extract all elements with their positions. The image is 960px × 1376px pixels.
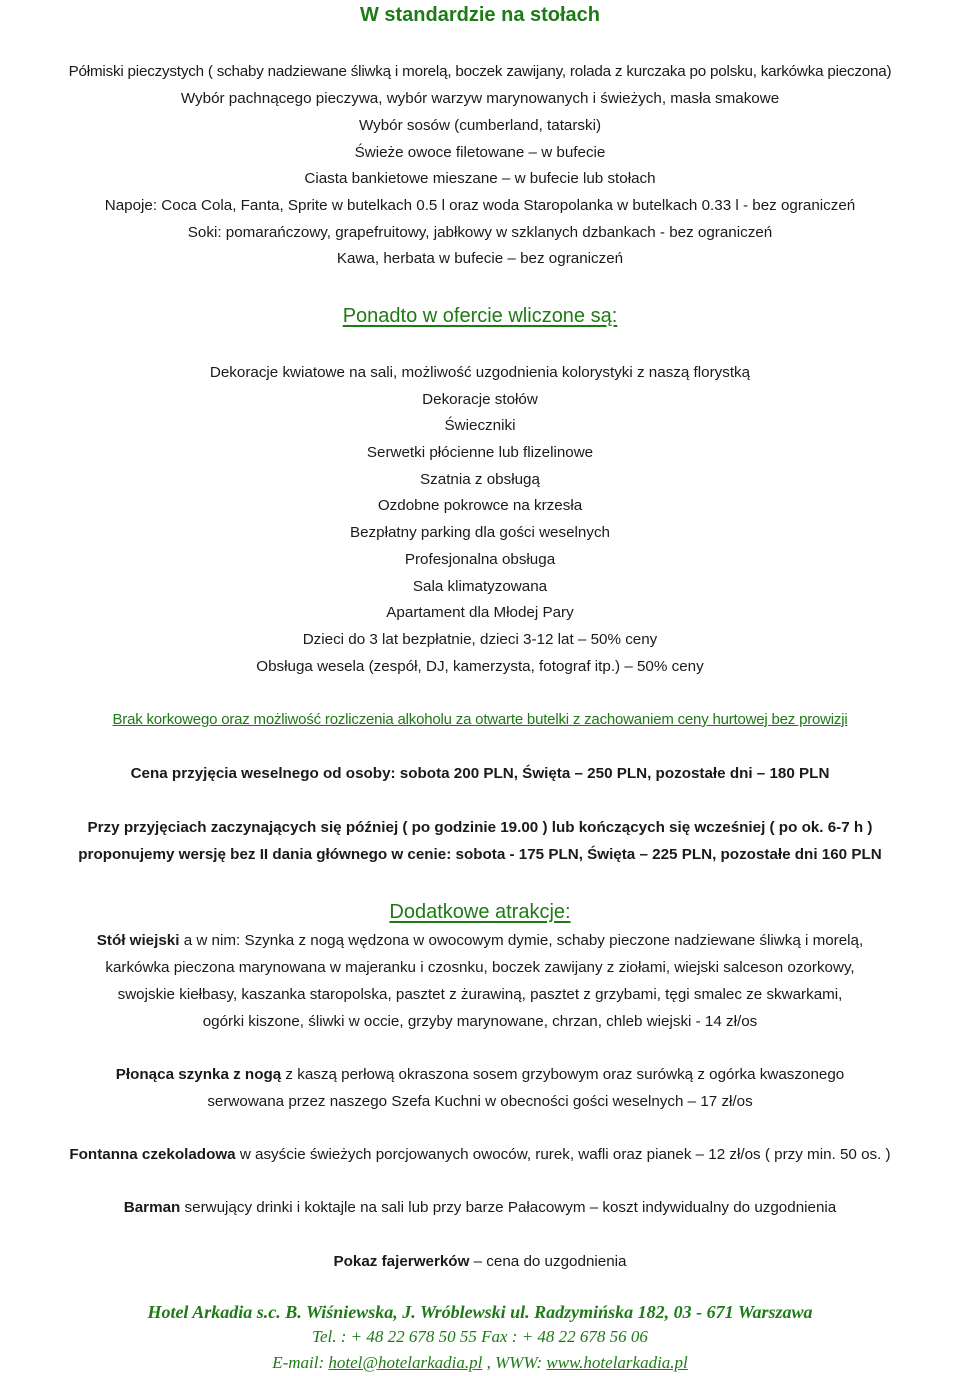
included-item-3: Serwetki płócienne lub flizelinowe — [366, 444, 594, 461]
standard-item-2: Wybór sosów (cumberland, tatarski) — [358, 117, 602, 134]
footer-www-label: , WWW: — [482, 1353, 547, 1372]
footer-www-link[interactable]: www.hotelarkadia.pl — [546, 1353, 688, 1372]
standard-item-5: Napoje: Coca Cola, Fanta, Sprite w butelkach 0.5 l oraz woda Staropolanka w butelkach 0.33 l - bez ograniczeń — [104, 197, 856, 214]
extra-szynka-desc-1: z kaszą perłową okraszona sosem grzybowym oraz surówką z ogórka kwaszonego — [281, 1066, 845, 1083]
included-item-1: Dekoracje stołów — [422, 391, 538, 408]
footer-phone — [0, 1326, 960, 1349]
extras-heading: Dodatkowe atrakcje: — [389, 901, 571, 923]
extra-szynka-name: Płonąca szynka z nogą — [115, 1066, 282, 1083]
standard-item-6: Soki: pomarańczowy, grapefruitowy, jabłkowy w szklanych dzbankach - bez ograniczeń — [187, 224, 773, 241]
included-heading: Ponadto w ofercie wliczone są: — [342, 305, 618, 327]
extra-fontanna-desc: w asyście świeżych porcjowanych owoców, rurek, wafli oraz pianek – 12 zł/os ( przy min. 50 os. ) — [235, 1146, 891, 1163]
footer-phone-text: Tel. : + 48 22 678 50 55 Fax : + 48 22 678 56 06 — [312, 1327, 648, 1346]
footer-email-link[interactable]: hotel@hotelarkadia.pl — [328, 1353, 483, 1372]
standard-item-1: Wybór pachnącego pieczywa, wybór warzyw marynowanych i świeżych, masła smakowe — [180, 90, 780, 107]
included-item-6: Bezpłatny parking dla gości weselnych — [349, 524, 611, 541]
extra-stol-line-2: karkówka pieczona marynowana w majeranku i czosnku, boczek zawijany z ziołami, wiejski salceson ozorkowy, — [105, 959, 855, 976]
footer-address-text: Hotel Arkadia s.c. B. Wiśniewska, J. Wróblewski ul. Radzymińska 182, 03 - 671 Warszawa — [147, 1302, 813, 1322]
included-item-4: Szatnia z obsługą — [420, 471, 540, 488]
footer-address — [0, 1300, 960, 1326]
extra-barman-name: Barman — [123, 1199, 181, 1216]
extra-stol-line-3: swojskie kiełbasy, kaszanka staropolska, pasztet z żurawiną, pasztet z grzybami, tęgi smalec ze skwarkami, — [117, 986, 843, 1003]
included-item-0: Dekoracje kwiatowe na sali, możliwość uzgodnienia kolorystyki z naszą florystką — [209, 364, 751, 381]
included-item-8: Sala klimatyzowana — [412, 578, 548, 595]
price-line: Cena przyjęcia weselnego od osoby: sobota 200 PLN, Święta – 250 PLN, pozostałe dni – 180 PLN — [130, 765, 830, 782]
extra-fontanna-line — [0, 1145, 960, 1165]
extra-szynka-line-1 — [0, 1065, 960, 1085]
extra-stol-line-4: ogórki kiszone, śliwki w occie, grzyby marynowane, chrzan, chleb wiejski - 14 zł/os — [202, 1013, 758, 1030]
included-item-10: Dzieci do 3 lat bezpłatnie, dzieci 3-12 lat – 50% ceny — [302, 631, 658, 648]
extra-fontanna-name: Fontanna czekoladowa — [69, 1146, 236, 1163]
extra-barman-line — [0, 1198, 960, 1218]
included-item-7: Profesjonalna obsługa — [404, 551, 556, 568]
extra-barman-desc: serwujący drinki i koktajle na sali lub przy barze Pałacowym – koszt indywidualny do uzgodnienia — [180, 1199, 837, 1216]
included-item-11: Obsługa wesela (zespół, DJ, kamerzysta, fotograf itp.) – 50% ceny — [256, 658, 704, 675]
included-item-9: Apartament dla Młodej Pary — [386, 604, 574, 621]
extra-pokaz-line — [0, 1252, 960, 1272]
standard-item-0: Półmiski pieczystych ( schaby nadziewane śliwką i morelą, boczek zawijany, rolada z kurczaka po polsku, karkówka pieczona) — [68, 63, 892, 80]
page-title: W standardzie na stołach — [359, 4, 601, 26]
standard-item-7: Kawa, herbata w bufecie – bez ograniczeń — [336, 250, 624, 267]
included-item-5: Ozdobne pokrowce na krzesła — [377, 497, 583, 514]
standard-item-4: Ciasta bankietowe mieszane – w bufecie lub stołach — [304, 170, 656, 187]
extra-pokaz-name: Pokaz fajerwerków — [333, 1253, 470, 1270]
footer-contact — [0, 1352, 960, 1375]
corkage-note: Brak korkowego oraz możliwość rozliczenia alkoholu za otwarte butelki z zachowaniem ceny hurtowej bez prowizji — [112, 711, 848, 728]
extra-stol-line-1 — [0, 931, 960, 951]
extra-szynka-line-2: serwowana przez naszego Szefa Kuchni w obecności gości weselnych – 17 zł/os — [207, 1093, 753, 1110]
late-offer-line-1: Przy przyjęciach zaczynających się później ( po godzinie 19.00 ) lub kończących się wcześniej ( po ok. 6-7 h ) — [87, 819, 873, 836]
standard-item-3: Świeże owoce filetowane – w bufecie — [354, 144, 606, 161]
extra-pokaz-desc: – cena do uzgodnienia — [469, 1253, 627, 1270]
footer-email-label: E-mail: — [272, 1353, 329, 1372]
extra-stol-desc-1: a w nim: Szynka z nogą wędzona w owocowym dymie, schaby pieczone nadziewane śliwką i morelą, — [179, 932, 864, 949]
late-offer-line-2: proponujemy wersję bez II dania głównego w cenie: sobota - 175 PLN, Święta – 225 PLN, pozostałe dni 160 PLN — [78, 846, 882, 863]
included-item-2: Świeczniki — [444, 417, 516, 434]
extra-stol-name: Stół wiejski — [96, 932, 180, 949]
